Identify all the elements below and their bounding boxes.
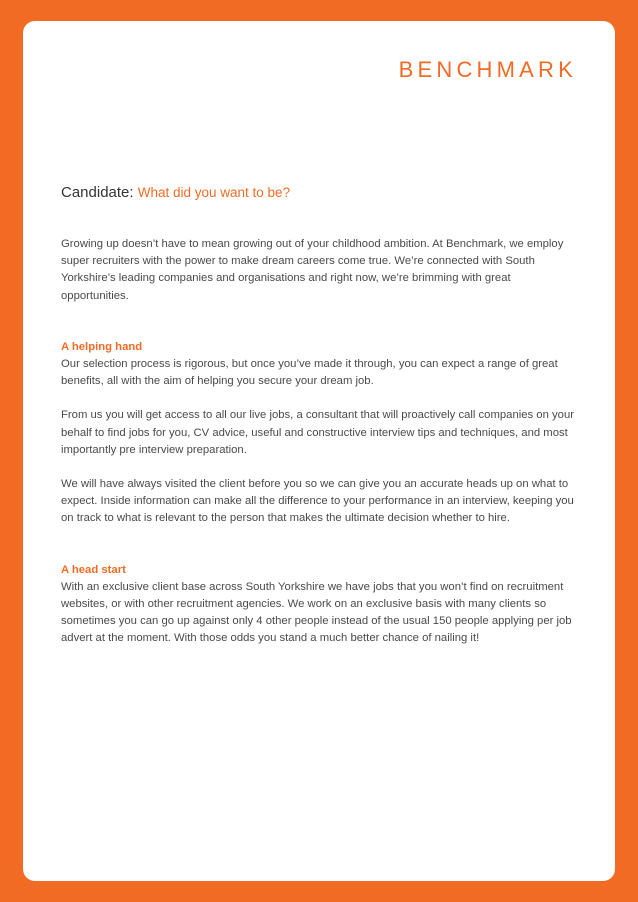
section1-paragraph-3: We will have always visited the client before you so we can give you an accurate heads up on what to expect. Inside information can make all the difference to your performance in an interview, keeping you on track to what is relevant to the person that makes the ultimate decision whether to hire. [61,478,574,525]
document-body [61,236,577,648]
intro-paragraph: Growing up doesn’t have to mean growing out of your childhood ambition. At Benchmark, we employ super recruiters with the power to make dream careers come true. We’re connected with South Yorkshire’s leading companies and organisations and right now, we’re brimming with great opportunities. [61,238,564,302]
section2-paragraph-1: With an exclusive client base across South Yorkshire we have jobs that you won’t find on recruitment websites, or with other recruitment agencies. We work on an exclusive basis with many clients so sometimes you can go up against only 4 other people instead of the usual 150 people applying per job advert at the moment. With those odds you stand a much better chance of nailing it! [61,580,572,645]
title-label: Candidate: [61,184,134,201]
benchmark-logo: BENCHMARK [398,57,577,82]
page-title [61,184,290,201]
section-heading-helping-hand: A helping hand [61,340,143,353]
section-heading-head-start: A head start [61,563,126,576]
section1-paragraph-1: Our selection process is rigorous, but once you’ve made it through, you can expect a range of great benefits, all with the aim of helping you secure your dream job. [61,358,558,388]
section1-paragraph-2: From us you will get access to all our live jobs, a consultant that will proactively call companies on your behalf to find jobs for you, CV advice, useful and constructive interview tips and techniques, and most importantly pre interview preparation. [61,409,574,456]
title-subtitle: What did you want to be? [137,185,291,200]
document-page [23,21,615,881]
